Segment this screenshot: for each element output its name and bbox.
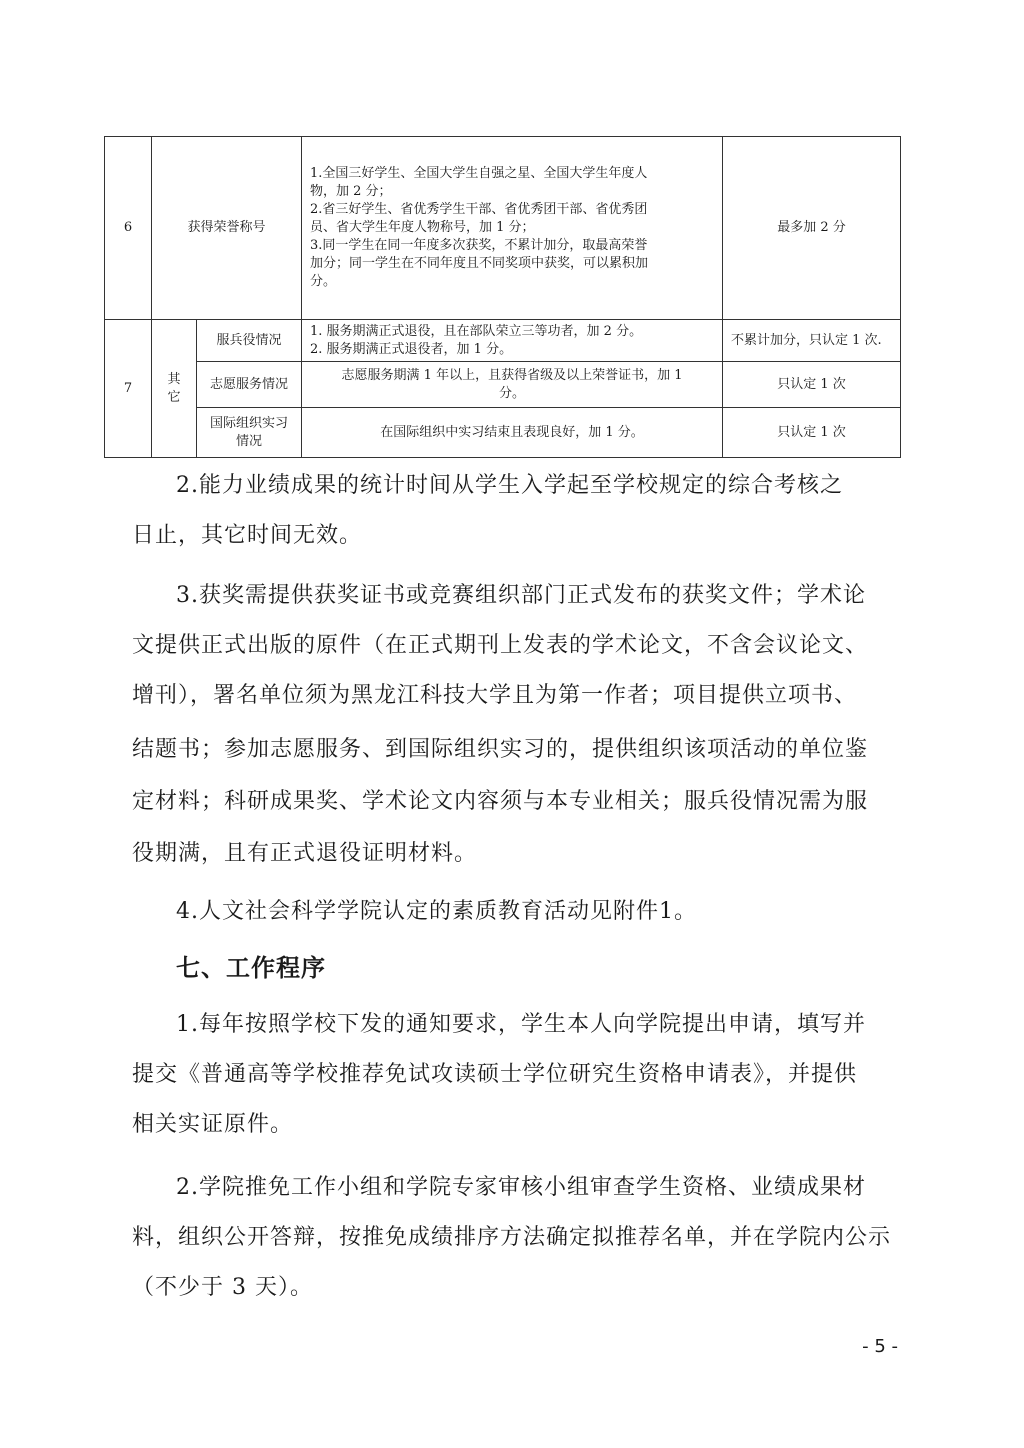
row-number: 7 <box>105 320 152 458</box>
table-row <box>105 320 901 362</box>
item-content <box>302 137 723 320</box>
sub-item-remark: 只认定 1 次 <box>723 408 901 458</box>
sub-item-name: 国际组织实习情况 <box>197 408 302 458</box>
item-name: 获得荣誉称号 <box>152 137 302 320</box>
procedure-step-2 <box>132 1163 902 1313</box>
paragraph-line: 2.学院推免工作小组和学院专家审核小组审查学生资格、业绩成果材 <box>176 1175 866 1200</box>
content-line: 1. 服务期满正式退役，且在部队荣立三等功者，加 2 分。 <box>310 323 643 339</box>
paragraph-line: 文提供正式出版的原件（在正式期刊上发表的学术论文，不含会议论文、 <box>132 633 869 658</box>
paragraph-line: 料，组织公开答辩，按推免成绩排序方法确定拟推荐名单，并在学院内公示 <box>132 1225 892 1250</box>
content-line: 在国际组织中实习结束且表现良好，加 1 分。 <box>380 424 644 440</box>
page-number: - 5 - <box>862 1336 898 1357</box>
paragraph-line: 定材料；科研成果奖、学术论文内容须与本专业相关；服兵役情况需为服 <box>132 789 869 814</box>
content-line: 志愿服务期满 1 年以上，且获得省级及以上荣誉证书，加 1 <box>341 367 683 383</box>
table-row <box>105 362 901 408</box>
paragraph-line: （不少于 3 天）。 <box>132 1275 313 1300</box>
sub-item-name: 服兵役情况 <box>197 320 302 362</box>
content-line: 加分；同一学生在不同年度且不同奖项中获奖，可以累积加 <box>310 256 649 271</box>
sub-item-content <box>302 408 723 458</box>
content-line: 1.全国三好学生、全国大学生自强之星、全国大学生年度人 <box>310 166 648 181</box>
paragraph-line: 3.获奖需提供获奖证书或竞赛组织部门正式发布的获奖文件；学术论 <box>176 583 866 608</box>
item-remark: 最多加 2 分 <box>723 137 901 320</box>
paragraph-line: 相关实证原件。 <box>132 1112 294 1137</box>
paragraph-2 <box>132 461 902 561</box>
table-row <box>105 137 901 320</box>
content-line: 2.省三好学生、省优秀学生干部、省优秀团干部、省优秀团 <box>310 202 648 217</box>
content-line: 物，加 2 分； <box>310 184 392 199</box>
paragraph-line: 2.能力业绩成果的统计时间从学生入学起至学校规定的综合考核之 <box>176 473 843 498</box>
content-line: 分。 <box>499 385 526 401</box>
sub-item-content <box>302 362 723 408</box>
content-line: 2. 服务期满正式退役者，加 1 分。 <box>310 341 513 357</box>
content-line: 分。 <box>310 274 337 289</box>
sub-item-remark: 只认定 1 次 <box>723 362 901 408</box>
paragraph-line: 役期满，且有正式退役证明材料。 <box>132 841 478 866</box>
paragraph-line: 提交《普通高等学校推荐免试攻读硕士学位研究生资格申请表》，并提供 <box>132 1062 858 1087</box>
content-line: 员、省大学生年度人物称号，加 1 分； <box>310 220 535 235</box>
sub-item-content <box>302 320 723 362</box>
paragraph-line: 增刊），署名单位须为黑龙江科技大学且为第一作者；项目提供立项书、 <box>132 683 858 708</box>
table-row <box>105 408 901 458</box>
paragraph-line: 4.人文社会科学学院认定的素质教育活动见附件1。 <box>176 899 697 924</box>
procedure-step-1 <box>132 1000 902 1150</box>
category-label: 其它 <box>167 371 181 405</box>
section-heading: 七、工作程序 <box>176 954 326 982</box>
paragraph-3 <box>132 571 902 879</box>
row-number: 6 <box>105 137 152 320</box>
scoring-table <box>104 136 901 458</box>
content-line: 3.同一学生在同一年度多次获奖，不累计加分，取最高荣誉 <box>310 238 648 253</box>
paragraph-line: 1.每年按照学校下发的通知要求，学生本人向学院提出申请，填写并 <box>176 1012 866 1037</box>
paragraph-line: 日止，其它时间无效。 <box>132 523 363 548</box>
paragraph-4 <box>132 887 902 937</box>
category-cell <box>152 320 197 458</box>
sub-item-name: 志愿服务情况 <box>197 362 302 408</box>
sub-item-remark: 不累计加分，只认定 1 次. <box>723 320 901 362</box>
paragraph-line: 结题书；参加志愿服务、到国际组织实习的，提供组织该项活动的单位鉴 <box>132 737 869 762</box>
